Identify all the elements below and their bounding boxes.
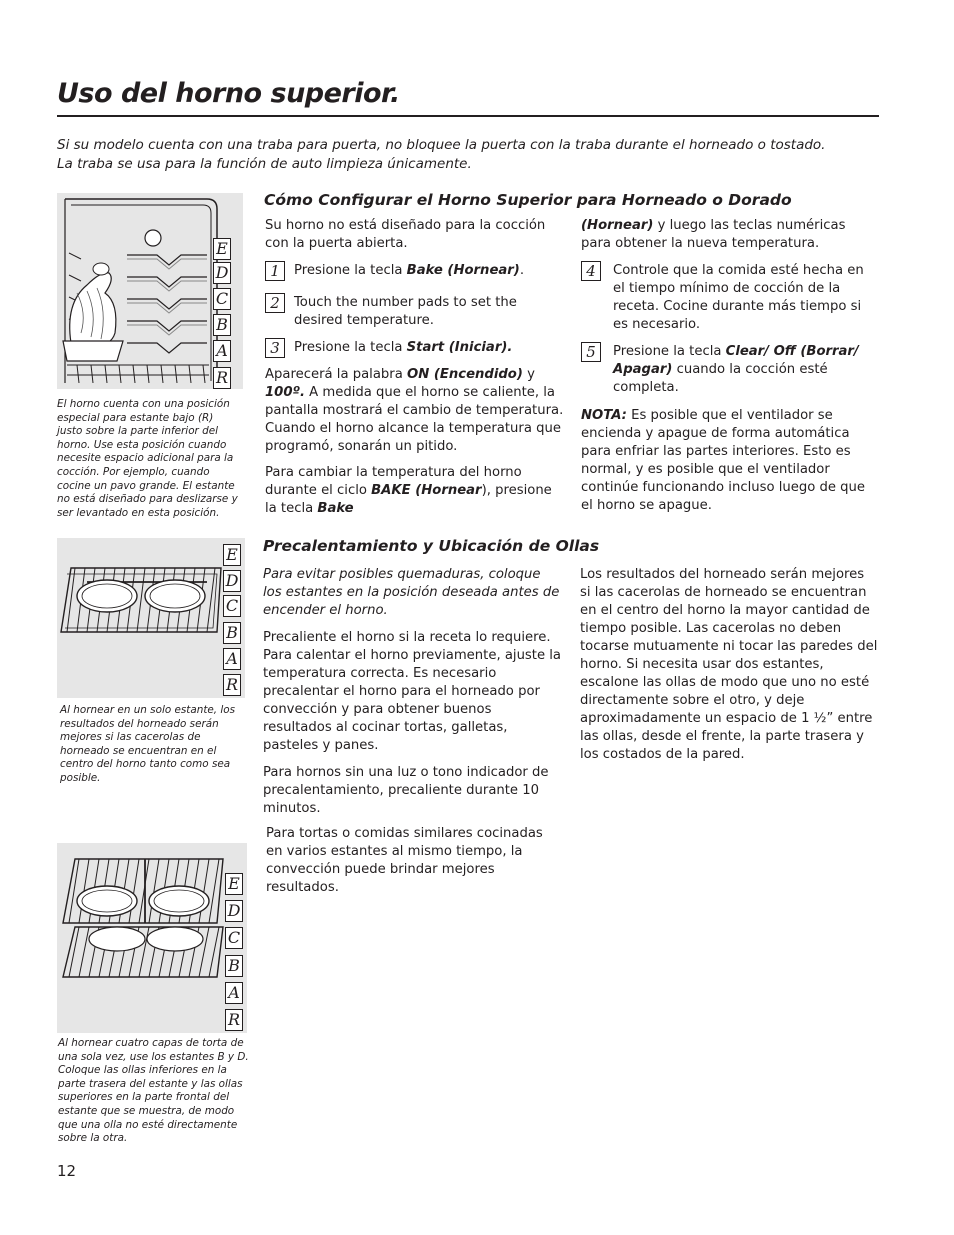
bake-setup-column-2 bbox=[581, 217, 879, 515]
rack-label-e: E bbox=[213, 238, 231, 260]
rack-label-e: E bbox=[223, 544, 241, 566]
page-title: Uso del horno superior. bbox=[57, 78, 400, 109]
two-rack-illustration bbox=[57, 843, 247, 1033]
intro-line-1: Si su modelo cuenta con una traba para puerta, no bloquee la puerta con la traba durante el horneado o tostado. bbox=[57, 137, 826, 153]
change-temp-continued: (Hornear) y luego las teclas numéricas para obtener la nueva temperatura. bbox=[581, 218, 846, 251]
page-number: 12 bbox=[57, 1162, 77, 1180]
oven-interior-illustration bbox=[57, 193, 243, 389]
change-temp-paragraph: Para cambiar la temperatura del horno durante el ciclo BAKE (Hornear), presione la tecla Bake bbox=[265, 465, 552, 516]
start-key-label: Start (Iniciar). bbox=[406, 340, 513, 355]
single-rack-illustration bbox=[57, 538, 245, 698]
oven-interior-caption: El horno cuenta con una posición especial para estante bajo (R) justo sobre la parte inferior del horno. Use esta posición cuando necesite espacio adicional para la cocción. Por ejemplo, cuando cocine un pavo grande. El estante no está diseñado para deslizarse y ser levantado en esta posición. bbox=[57, 398, 238, 519]
single-rack-drawing bbox=[57, 538, 245, 698]
rack-label-d: D bbox=[225, 900, 243, 922]
bake-setup-column-1 bbox=[265, 217, 565, 518]
step-4-number: 4 bbox=[581, 261, 601, 281]
convection-note: Para tortas o comidas similares cocinadas en varios estantes al mismo tiempo, la convección puede brindar mejores resultados. bbox=[266, 826, 543, 895]
display-paragraph: Aparecerá la palabra ON (Encendido) y 100º. A medida que el horno se caliente, la pantalla mostrará el cambio de temperatura. Cuando el horno alcance la temperatura que programó, sonarán un pitido. bbox=[265, 367, 564, 454]
rack-label-a: A bbox=[213, 340, 231, 362]
step-2: 2 Touch the number pads to set the desired temperature. bbox=[265, 294, 565, 330]
preheat-paragraph: Precaliente el horno si la receta lo requiere. Para calentar el horno previamente, ajuste la temperatura correcta. Es necesario precalentar el horno para el horneado por convección y para obtener buenos resultados al cocinar tortas, galletas, pasteles y panes. bbox=[263, 630, 562, 753]
rack-label-r: R bbox=[223, 674, 241, 696]
title-rule bbox=[57, 115, 879, 117]
rack-label-r: R bbox=[225, 1009, 243, 1031]
rack-label-r: R bbox=[213, 367, 231, 389]
two-rack-drawing bbox=[57, 843, 247, 1033]
intro-line-2: La traba se usa para la función de auto limpieza únicamente. bbox=[57, 156, 472, 172]
clear-off-key-label: Clear/ Off (Borrar/ Apagar) bbox=[613, 344, 859, 377]
rack-label-a: A bbox=[223, 648, 241, 670]
fan-note: NOTA: Es posible que el ventilador se encienda y apague de forma automática para enfriar las partes interiores. Esto es normal, y es posible que el ventilador continúe funcionando incluso luego de que el horno se apague. bbox=[581, 408, 866, 513]
rack-label-d: D bbox=[223, 570, 241, 592]
bake-key-label: Bake (Hornear) bbox=[406, 263, 520, 278]
no-indicator-paragraph: Para hornos sin una luz o tono indicador de precalentamiento, precaliente durante 10 minutos. bbox=[263, 765, 549, 816]
rack-label-d: D bbox=[213, 262, 231, 284]
rack-label-c: C bbox=[223, 595, 241, 617]
preheating-column-1 bbox=[263, 566, 563, 818]
step-5: 5 Presione la tecla Clear/ Off (Borrar/ Apagar) cuando la cocción esté completa. bbox=[581, 343, 879, 397]
step-3-number: 3 bbox=[265, 338, 285, 358]
intro-note bbox=[57, 136, 877, 174]
rack-label-a: A bbox=[225, 982, 243, 1004]
section-heading-bake-setup: Cómo Configurar el Horno Superior para Horneado o Dorado bbox=[264, 191, 792, 209]
step-5-number: 5 bbox=[581, 342, 601, 362]
note-label: NOTA: bbox=[581, 408, 627, 423]
step-3: 3 Presione la tecla Start (Iniciar). bbox=[265, 339, 565, 358]
pan-placement-paragraph: Los resultados del horneado serán mejores si las cacerolas de horneado se encuentran en el centro del horno la mayor cantidad de tiempo posible. Las cacerolas no deben tocarse mutuamente ni tocar las paredes del horno. Si necesita usar dos estantes, escalone las ollas de modo que uno no esté directamente sobre el otro, y deje aproximadamente un espacio de 1 ½” entre las ollas, desde el frente, la parte trasera y los costados de la pared. bbox=[580, 567, 878, 762]
rack-label-c: C bbox=[213, 288, 231, 310]
single-rack-caption: Al hornear en un solo estante, los resultados del horneado serán mejores si las cacerolas de horneado se encuentran en el centro del horno tanto como sea posible. bbox=[60, 704, 236, 784]
step-4: 4 Controle que la comida esté hecha en el tiempo mínimo de cocción de la receta. Cocine durante más tiempo si es necesario. bbox=[581, 262, 879, 334]
rack-label-c: C bbox=[225, 927, 243, 949]
rack-label-e: E bbox=[225, 873, 243, 895]
step-1: 1 Presione la tecla Bake (Hornear). bbox=[265, 262, 565, 281]
section-heading-preheating: Precalentamiento y Ubicación de Ollas bbox=[263, 537, 600, 555]
two-rack-caption: Al hornear cuatro capas de torta de una sola vez, use los estantes B y D. Coloque las ollas inferiores en la parte trasera del estante y las ollas superiores en la parte frontal del estante que se muestra, de modo que una olla no esté directamente sobre la otra. bbox=[58, 1037, 249, 1145]
rack-label-b: B bbox=[223, 622, 241, 644]
rack-label-b: B bbox=[225, 955, 243, 977]
preheating-column-2 bbox=[580, 566, 878, 764]
burn-warning: Para evitar posibles quemaduras, coloque los estantes en la posición deseada antes de encender el horno. bbox=[263, 567, 560, 618]
step-1-number: 1 bbox=[265, 261, 285, 281]
step-2-number: 2 bbox=[265, 293, 285, 313]
rack-label-b: B bbox=[213, 314, 231, 336]
bake-lead: Su horno no está diseñado para la cocción con la puerta abierta. bbox=[265, 218, 546, 251]
